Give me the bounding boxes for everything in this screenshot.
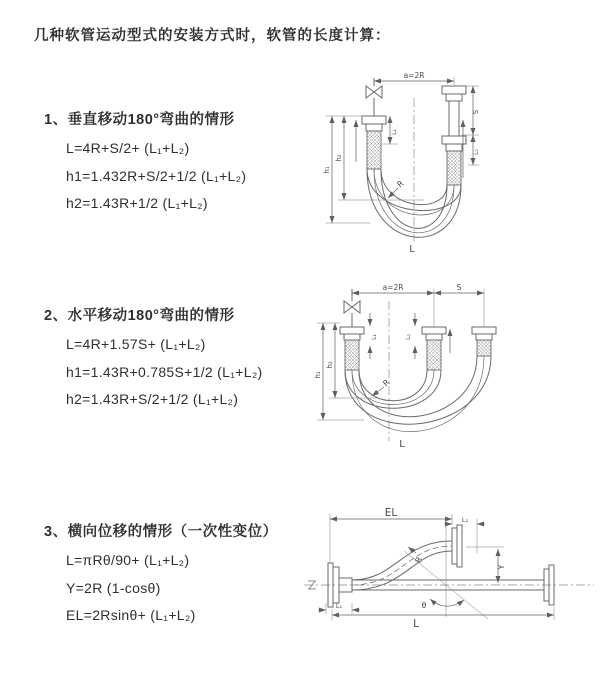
dimension-h1: [323, 116, 370, 223]
section-heading: 2、水平移动180°弯曲的情形: [44, 308, 235, 324]
braided-hose-left: [345, 340, 359, 370]
dim-label-l1: L₁: [371, 334, 378, 340]
dimension-l2: [405, 313, 415, 359]
dim-label-y: Y: [497, 564, 506, 570]
formula-list: [44, 135, 246, 218]
diagram-lateral-displacement: [296, 503, 596, 648]
dim-label-length: L: [409, 244, 415, 255]
page-title: 几种软管运动型式的安装方式时，软管的长度计算：: [34, 28, 391, 44]
upper-flange: [452, 525, 462, 567]
formula-line: L=4R+S/2+ (L₁+L₂): [66, 140, 190, 156]
dim-label-radius: R: [413, 555, 424, 565]
formula-line: h2=1.43R+1/2 (L₁+L₂): [66, 195, 208, 211]
right-pipe: [442, 86, 466, 151]
dimension-span: [352, 283, 484, 327]
dim-label-theta: θ: [421, 601, 427, 610]
section-lateral: [44, 522, 278, 630]
diagram-horizontal-180-bend: [304, 283, 596, 455]
formula-list: [44, 331, 263, 414]
left-flange: [362, 116, 386, 131]
section-heading: 1、垂直移动180°弯曲的情形: [44, 112, 235, 128]
formula-line: h1=1.432R+S/2+1/2 (L₁+L₂): [66, 167, 247, 184]
angle-construction: [404, 523, 488, 619]
right-flange: [472, 327, 496, 340]
dimension-h1: [314, 323, 364, 420]
dimension-l1: [318, 602, 360, 614]
dim-label-el: EL: [384, 507, 398, 519]
braided-hose-right: [447, 151, 461, 185]
dim-label-length: L: [413, 618, 419, 630]
middle-flange: [422, 327, 446, 340]
dim-label-l1: L₁: [391, 129, 398, 135]
dim-label-l1: L₁: [335, 602, 343, 610]
dim-label-l2: L₂: [405, 334, 412, 340]
formula-line: h1=1.43R+0.785S+1/2 (L₁+L₂): [66, 363, 263, 380]
dimension-l2: [468, 135, 480, 165]
formula-list: [44, 547, 278, 630]
dimension-l2: [444, 516, 485, 553]
formula-line: EL=2Rsinθ+ (L₁+L₂): [66, 607, 196, 623]
dim-label-s: S: [472, 109, 480, 115]
dim-label-l2: L₂: [473, 149, 480, 155]
dim-label-radius: R: [381, 377, 392, 389]
dim-label-span: a=2R: [382, 283, 404, 292]
dim-label-l2: L₂: [461, 516, 469, 524]
dimension-s: [462, 86, 480, 135]
section-horizontal-180: [44, 306, 263, 414]
diagram-vertical-180-bend: [312, 70, 590, 262]
dimension-y: [466, 547, 506, 583]
displaced-hose: [352, 541, 452, 590]
dim-label-s: S: [456, 283, 462, 292]
left-flange: [340, 327, 364, 340]
braided-hose-left: [367, 131, 381, 169]
dim-label-h2: h₂: [326, 361, 334, 369]
hose-arcs: [345, 356, 491, 432]
formula-line: Y=2R (1-cosθ): [66, 579, 161, 596]
dim-label-span: a=2R: [403, 71, 425, 80]
dim-label-length: L: [399, 439, 405, 450]
dim-label-radius: R: [395, 178, 406, 190]
dim-label-h1: h₁: [314, 371, 322, 379]
radius-callout: [388, 179, 406, 198]
braided-hose-right: [477, 340, 491, 356]
dim-label-h1: h₁: [323, 166, 331, 174]
dimension-s: [434, 283, 484, 293]
section-vertical-180: [44, 110, 246, 218]
formula-line: h2=1.43R+S/2+1/2 (L₁+L₂): [66, 391, 239, 407]
braided-hose-middle: [427, 340, 441, 370]
valve-icon: [344, 289, 360, 327]
dim-label-h2: h₂: [335, 154, 343, 162]
dimension-span: [374, 71, 454, 86]
dimension-l: [332, 607, 554, 630]
dimension-l1: [382, 116, 398, 144]
valve-icon: [366, 78, 382, 116]
formula-line: L=4R+1.57S+ (L₁+L₂): [66, 336, 206, 352]
dimension-l1: [370, 313, 378, 359]
formula-line: L=πRθ/90+ (L₁+L₂): [66, 552, 190, 568]
section-heading: 3、横向位移的情形（一次性变位）: [44, 524, 278, 540]
